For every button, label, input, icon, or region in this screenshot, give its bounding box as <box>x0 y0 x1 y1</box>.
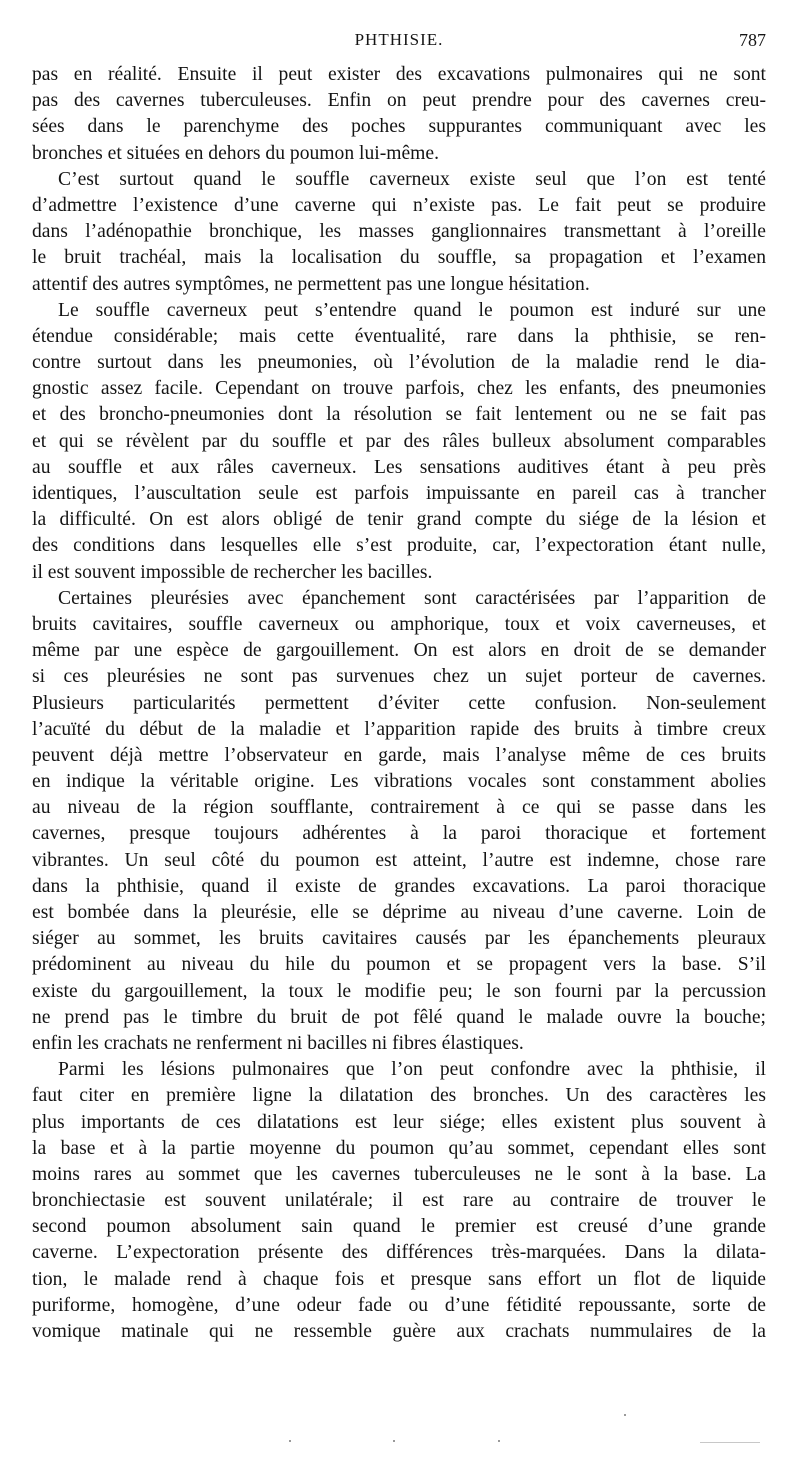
text-line: bronchiectasie est souvent unilatérale; il est rare au contraire de trouver le <box>32 1190 766 1212</box>
text-line: faut citer en première ligne la dilatation des bronches. Un des caractères les <box>32 1085 766 1107</box>
text-line: Le souffle caverneux peut s’entendre quand le poumon est induré sur une <box>58 299 766 321</box>
text-line: il est souvent impossible de rechercher les bacilles. <box>32 561 433 583</box>
page-header <box>32 30 766 58</box>
text-line: C’est surtout quand le souffle caverneux existe seul que l’on est tenté <box>58 168 766 190</box>
text-line: Certaines pleurésies avec épanchement sont caractérisées par l’apparition de <box>58 587 766 609</box>
text-line: identiques, l’auscultation seule est parfois impuissante en pareil cas à trancher <box>32 483 766 504</box>
text-line: bronches et situées en dehors du poumon lui-même. <box>32 142 440 164</box>
text-line: plus importants de ces dilatations est leur siége; elles existent plus souvent à <box>32 1111 766 1133</box>
text-line: puriforme, homogène, d’une odeur fade ou d’une fétidité repoussante, sorte de <box>32 1294 766 1316</box>
text-line: attentif des autres symptômes, ne permettent pas une longue hésitation. <box>32 273 590 295</box>
text-line: d’admettre l’existence d’une caverne qui n’existe pas. Le fait peut se produire <box>32 194 766 216</box>
text-line: existe du gargouillement, la toux le modifie peu; le son fourni par la percussion <box>32 980 766 1002</box>
text-line: contre surtout dans les pneumonies, où l’évolution de la maladie rend le dia- <box>32 352 766 374</box>
text-line: la difficulté. On est alors obligé de tenir grand compte du siége de la lésion et <box>32 509 766 531</box>
text-line: vibrantes. Un seul côté du poumon est atteint, l’autre est indemne, chose rare <box>32 849 766 871</box>
text-line: et des broncho-pneumonies dont la résolution se fait lentement ou ne se fait pas <box>32 404 766 426</box>
text-line: prédominent au niveau du hile du poumon et se propagent vers la base. S’il <box>32 954 766 976</box>
text-line: sées dans le parenchyme des poches suppurantes communiquant avec les <box>32 116 766 138</box>
text-line: pas en réalité. Ensuite il peut exister des excavations pulmonaires qui ne sont <box>32 64 766 85</box>
text-line: peuvent déjà mettre l’observateur en garde, mais l’analyse même de ces bruits <box>32 744 766 766</box>
text-line: même par une espèce de gargouillement. On est alors en droit de se demander <box>32 640 766 662</box>
text-line: pas des cavernes tuberculeuses. Enfin on peut prendre pour des cavernes creu- <box>32 90 766 112</box>
text-line: moins rares au sommet que les cavernes tuberculeuses ne le sont à la base. La <box>32 1163 766 1185</box>
running-title: PHTHISIE. <box>354 30 444 49</box>
text-line: la base et à la partie moyenne du poumon qu’au sommet, cependant elles sont <box>32 1137 766 1159</box>
scan-speck <box>393 1440 395 1442</box>
text-line: vomique matinale qui ne ressemble guère aux crachats nummulaires de la <box>32 1321 766 1342</box>
text-line: dans l’adénopathie bronchique, les masses ganglionnaires transmettant à l’oreille <box>32 221 766 243</box>
text-line: tion, le malade rend à chaque fois et presque sans effort un flot de liquide <box>32 1268 766 1290</box>
scan-speck <box>700 1442 760 1443</box>
page-number: 787 <box>739 30 766 50</box>
text-line: siéger au sommet, les bruits cavitaires causés par les épanchements pleuraux <box>32 928 766 950</box>
text-line: cavernes, presque toujours adhérentes à la paroi thoracique et fortement <box>32 823 766 845</box>
text-line: gnostic assez facile. Cependant on trouve parfois, chez les enfants, des pneumonies <box>32 378 766 400</box>
scan-speck <box>624 1414 626 1416</box>
text-line: bruits cavitaires, souffle caverneux ou amphorique, toux et voix caverneuses, et <box>32 613 766 635</box>
body-text <box>32 62 766 1345</box>
text-line: des conditions dans lesquelles elle s’est produite, car, l’expectoration étant nulle, <box>32 535 766 557</box>
text-line: étendue considérable; mais cette éventualité, rare dans la phthisie, se ren- <box>32 325 766 347</box>
text-line: second poumon absolument sain quand le premier est creusé d’une grande <box>32 1216 766 1238</box>
text-line: caverne. L’expectoration présente des différences très-marquées. Dans la dilata- <box>32 1242 766 1264</box>
text-line: au souffle et aux râles caverneux. Les sensations auditives étant à peu près <box>32 456 766 478</box>
text-line: le bruit trachéal, mais la localisation du souffle, sa propagation et l’examen <box>32 247 766 269</box>
text-line: et qui se révèlent par du souffle et par des râles bulleux absolument comparables <box>32 430 766 452</box>
scan-speck <box>289 1440 291 1442</box>
scan-speck <box>498 1440 500 1442</box>
text-line: est bombée dans la pleurésie, elle se déprime au niveau d’une caverne. Loin de <box>32 902 766 923</box>
text-line: Parmi les lésions pulmonaires que l’on peut confondre avec la phthisie, il <box>58 1059 766 1081</box>
text-line: l’acuïté du début de la maladie et l’apparition rapide des bruits à timbre creux <box>32 718 766 740</box>
text-line: ne prend pas le timbre du bruit de pot fêlé quand le malade ouvre la bouche; <box>32 1006 766 1028</box>
text-line: au niveau de la région soufflante, contrairement à ce qui se passe dans les <box>32 797 766 819</box>
text-line: si ces pleurésies ne sont pas survenues chez un sujet porteur de cavernes. <box>32 666 766 688</box>
text-line: en indique la véritable origine. Les vibrations vocales sont constamment abolies <box>32 771 766 793</box>
scan-specks <box>0 1400 800 1479</box>
text-line: enfin les crachats ne renferment ni bacilles ni fibres élastiques. <box>32 1032 524 1054</box>
text-line: dans la phthisie, quand il existe de grandes excavations. La paroi thoracique <box>32 875 766 897</box>
text-line: Plusieurs particularités permettent d’éviter cette confusion. Non-seulement <box>32 692 766 714</box>
